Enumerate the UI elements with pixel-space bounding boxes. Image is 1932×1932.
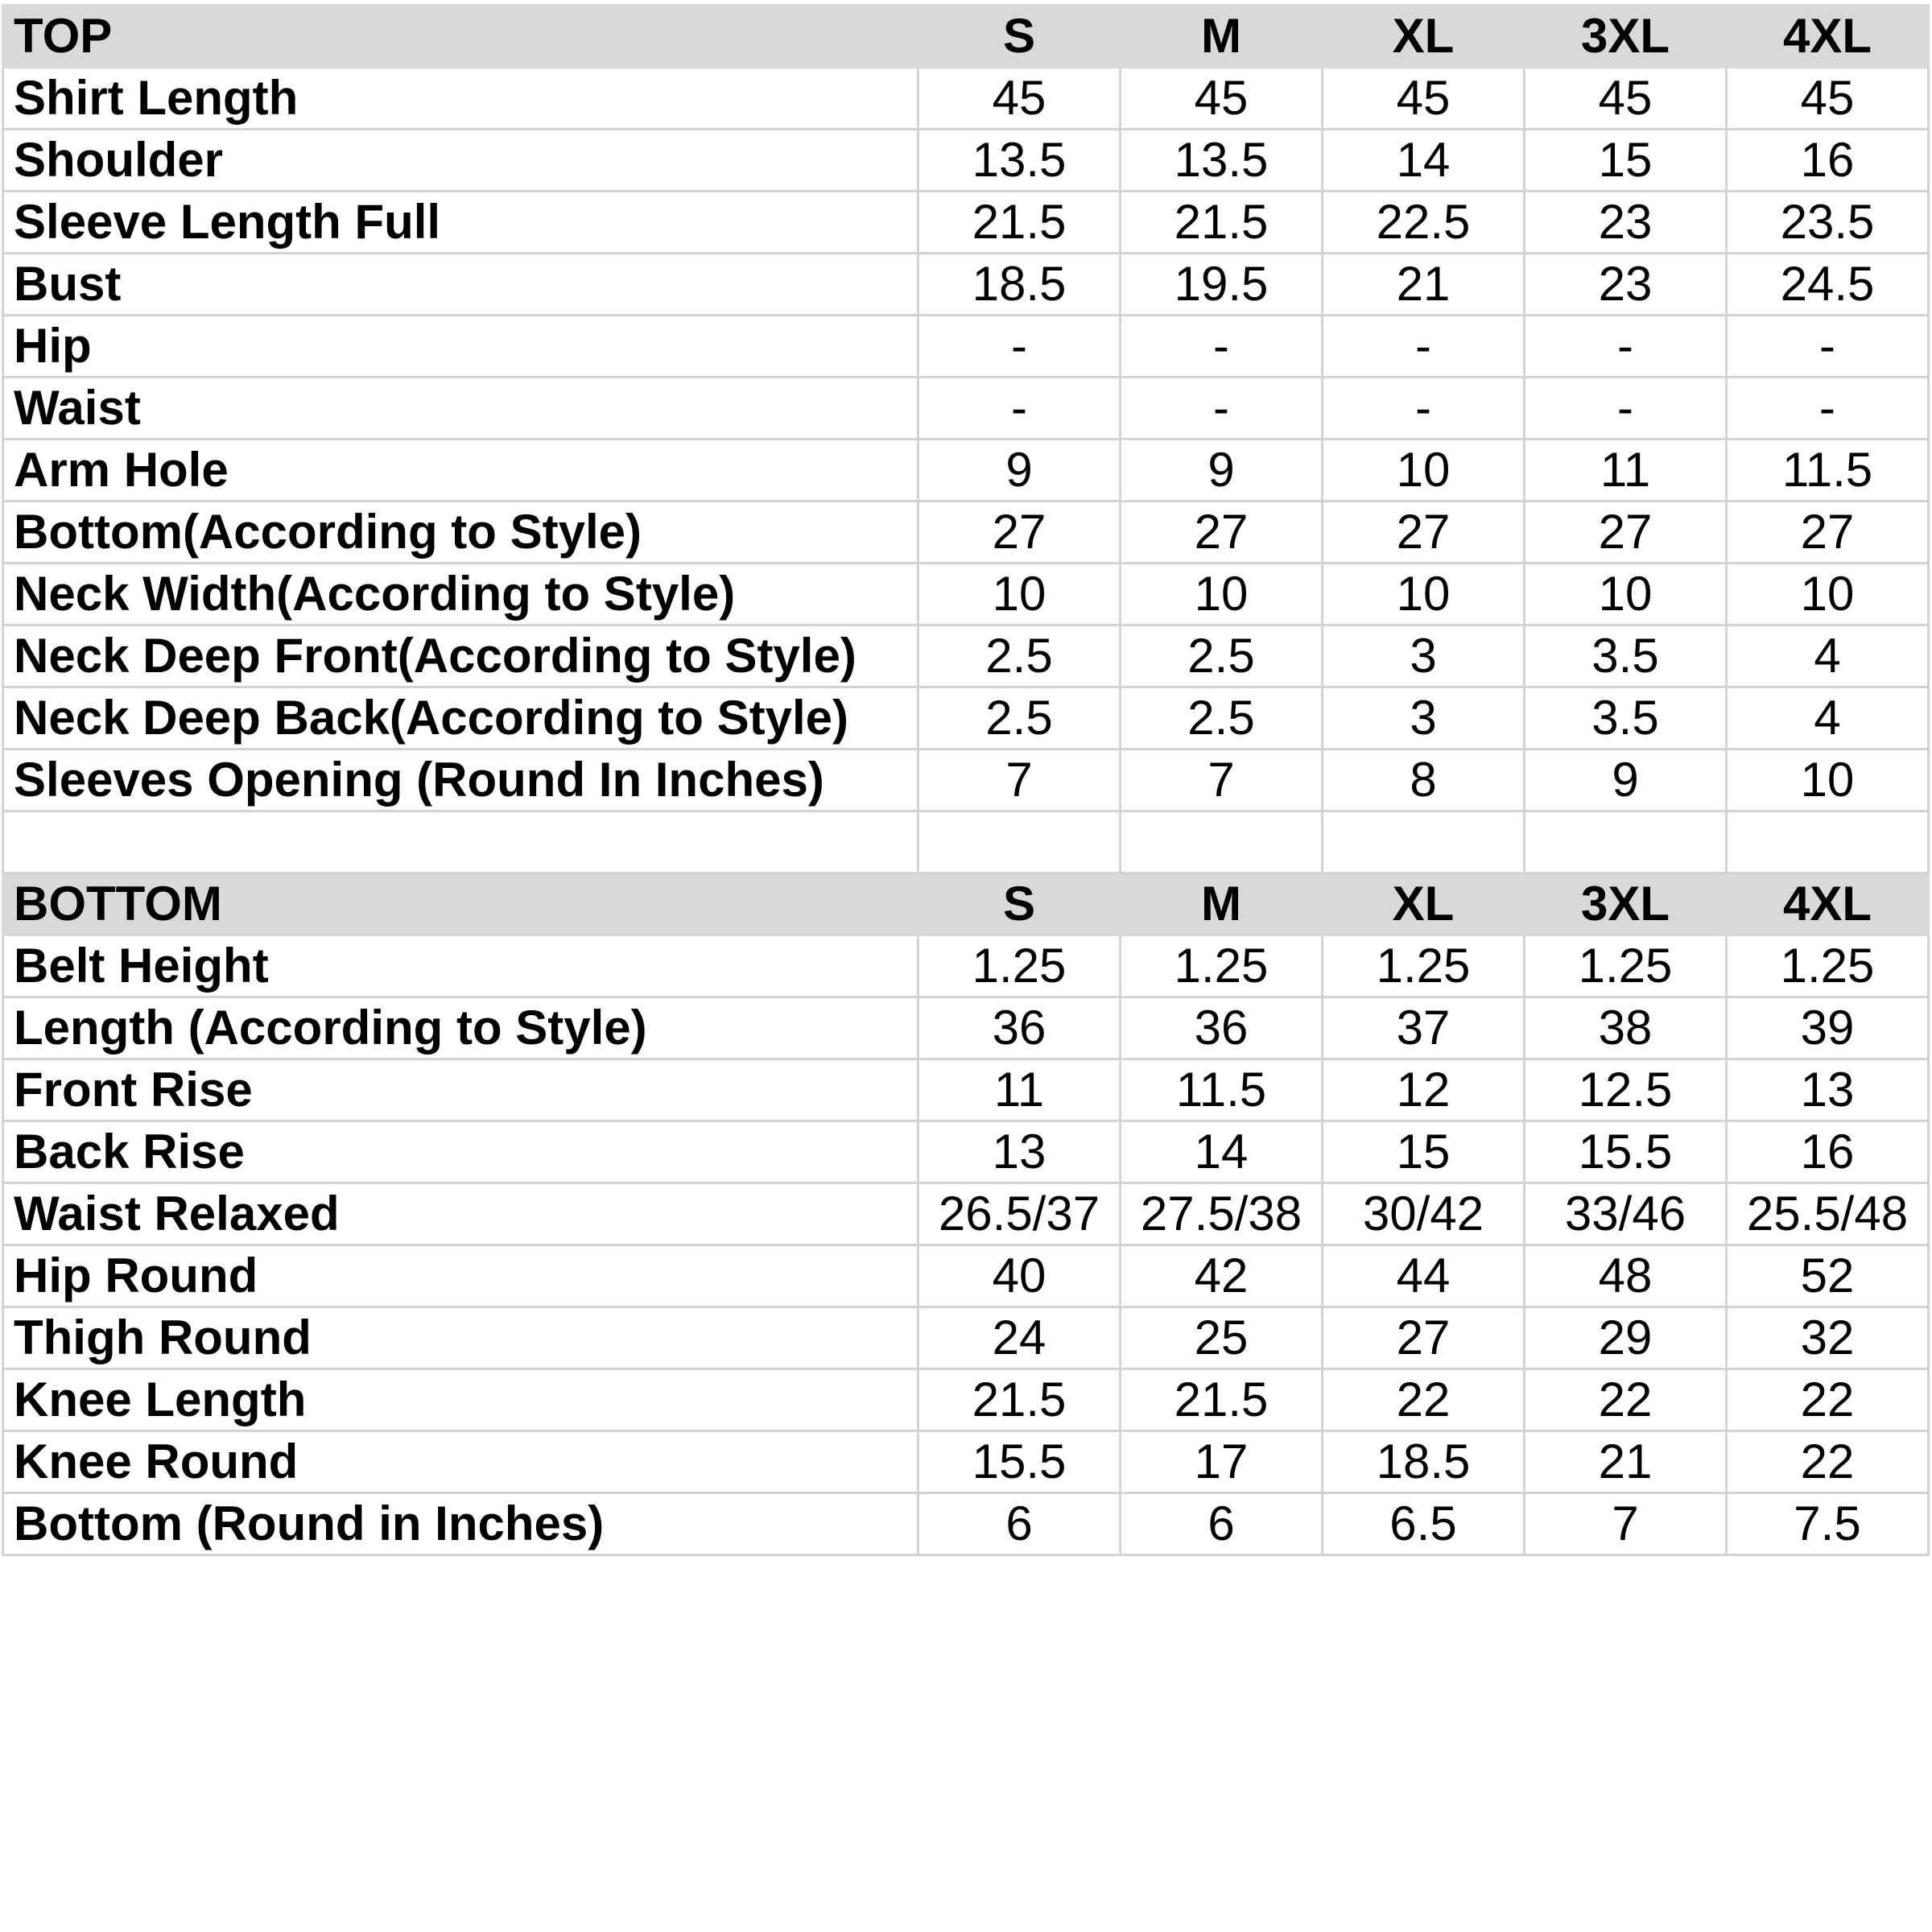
measurement-value: 6	[1121, 1493, 1323, 1555]
measurement-label: Sleeve Length Full	[3, 192, 919, 254]
measurement-label: Belt Height	[3, 935, 919, 997]
measurement-value: 10	[1525, 564, 1727, 625]
measurement-value: 45	[1121, 68, 1323, 130]
measurement-value: 21.5	[1121, 1369, 1323, 1431]
measurement-value: 13.5	[919, 130, 1121, 192]
table-row	[3, 1059, 1929, 1121]
measurement-label: Arm Hole	[3, 440, 919, 502]
measurement-value: 18.5	[1323, 1431, 1525, 1493]
empty-cell	[3, 811, 919, 873]
measurement-value: 2.5	[1121, 687, 1323, 749]
measurement-value: 13	[1727, 1059, 1929, 1121]
measurement-value: 15	[1525, 130, 1727, 192]
table-row	[3, 440, 1929, 502]
measurement-label: Neck Deep Back(According to Style)	[3, 687, 919, 749]
measurement-value: 33/46	[1525, 1183, 1727, 1245]
measurement-value: 22	[1525, 1369, 1727, 1431]
measurement-value: 12.5	[1525, 1059, 1727, 1121]
size-header: 4XL	[1727, 873, 1929, 935]
measurement-value: 45	[1525, 68, 1727, 130]
measurement-value: 10	[1121, 564, 1323, 625]
table-row	[3, 1369, 1929, 1431]
measurement-value: 10	[919, 564, 1121, 625]
measurement-value: 21.5	[919, 192, 1121, 254]
measurement-value: 27	[1727, 502, 1929, 564]
measurement-value: 9	[1525, 749, 1727, 811]
measurement-value: -	[1323, 378, 1525, 440]
measurement-value: 27.5/38	[1121, 1183, 1323, 1245]
measurement-label: Shoulder	[3, 130, 919, 192]
measurement-value: 12	[1323, 1059, 1525, 1121]
measurement-value: 10	[1727, 749, 1929, 811]
measurement-value: 15.5	[1525, 1121, 1727, 1183]
table-row	[3, 316, 1929, 378]
measurement-value: 10	[1323, 440, 1525, 502]
measurement-value: 13.5	[1121, 130, 1323, 192]
table-row	[3, 1121, 1929, 1183]
measurement-value: -	[1525, 378, 1727, 440]
measurement-value: 27	[1525, 502, 1727, 564]
measurement-value: 3.5	[1525, 625, 1727, 687]
measurement-value: 10	[1727, 564, 1929, 625]
section-title: TOP	[3, 6, 919, 68]
size-header: M	[1121, 6, 1323, 68]
measurement-value: 22	[1323, 1369, 1525, 1431]
size-header: 3XL	[1525, 6, 1727, 68]
size-header: XL	[1323, 873, 1525, 935]
measurement-value: 22	[1727, 1431, 1929, 1493]
table-row	[3, 935, 1929, 997]
size-header: S	[919, 873, 1121, 935]
measurement-value: -	[919, 378, 1121, 440]
measurement-value: 7	[1121, 749, 1323, 811]
measurement-value: 29	[1525, 1307, 1727, 1369]
table-row	[3, 378, 1929, 440]
measurement-value: 38	[1525, 997, 1727, 1059]
measurement-label: Waist Relaxed	[3, 1183, 919, 1245]
measurement-value: 14	[1121, 1121, 1323, 1183]
measurement-label: Bust	[3, 254, 919, 316]
spacer-row	[3, 811, 1929, 873]
size-header: S	[919, 6, 1121, 68]
measurement-value: 16	[1727, 1121, 1929, 1183]
measurement-value: 23	[1525, 254, 1727, 316]
measurement-value: 45	[919, 68, 1121, 130]
measurement-label: Knee Round	[3, 1431, 919, 1493]
size-chart-body	[3, 6, 1929, 1555]
table-row	[3, 625, 1929, 687]
size-header: M	[1121, 873, 1323, 935]
measurement-value: 24	[919, 1307, 1121, 1369]
empty-cell	[1525, 811, 1727, 873]
table-row	[3, 749, 1929, 811]
measurement-value: 42	[1121, 1245, 1323, 1307]
measurement-value: 14	[1323, 130, 1525, 192]
table-row	[3, 1431, 1929, 1493]
measurement-value: 16	[1727, 130, 1929, 192]
measurement-value: 7	[1525, 1493, 1727, 1555]
measurement-label: Thigh Round	[3, 1307, 919, 1369]
measurement-value: 18.5	[919, 254, 1121, 316]
measurement-value: -	[1121, 378, 1323, 440]
measurement-value: 6.5	[1323, 1493, 1525, 1555]
measurement-value: 15	[1323, 1121, 1525, 1183]
measurement-label: Waist	[3, 378, 919, 440]
measurement-label: Sleeves Opening (Round In Inches)	[3, 749, 919, 811]
measurement-value: 26.5/37	[919, 1183, 1121, 1245]
measurement-value: -	[1323, 316, 1525, 378]
measurement-value: 27	[919, 502, 1121, 564]
measurement-value: 19.5	[1121, 254, 1323, 316]
table-row	[3, 192, 1929, 254]
measurement-value: 11.5	[1727, 440, 1929, 502]
measurement-value: 13	[919, 1121, 1121, 1183]
measurement-value: 3	[1323, 625, 1525, 687]
section-header-row	[3, 873, 1929, 935]
measurement-value: 21	[1525, 1431, 1727, 1493]
measurement-value: 7	[919, 749, 1121, 811]
measurement-label: Back Rise	[3, 1121, 919, 1183]
measurement-value: 21.5	[919, 1369, 1121, 1431]
measurement-value: 22.5	[1323, 192, 1525, 254]
measurement-value: -	[919, 316, 1121, 378]
measurement-value: 17	[1121, 1431, 1323, 1493]
measurement-value: 52	[1727, 1245, 1929, 1307]
measurement-label: Shirt Length	[3, 68, 919, 130]
measurement-value: 3.5	[1525, 687, 1727, 749]
table-row	[3, 564, 1929, 625]
table-row	[3, 1307, 1929, 1369]
measurement-value: 11	[919, 1059, 1121, 1121]
measurement-value: 2.5	[1121, 625, 1323, 687]
measurement-label: Bottom(According to Style)	[3, 502, 919, 564]
table-row	[3, 997, 1929, 1059]
measurement-value: 40	[919, 1245, 1121, 1307]
table-row	[3, 502, 1929, 564]
measurement-value: 7.5	[1727, 1493, 1929, 1555]
measurement-value: 11	[1525, 440, 1727, 502]
size-chart-table	[2, 4, 1930, 1556]
measurement-value: 27	[1323, 502, 1525, 564]
measurement-value: 6	[919, 1493, 1121, 1555]
measurement-value: 24.5	[1727, 254, 1929, 316]
measurement-value: 21	[1323, 254, 1525, 316]
measurement-value: 1.25	[1525, 935, 1727, 997]
measurement-value: 36	[919, 997, 1121, 1059]
measurement-value: 11.5	[1121, 1059, 1323, 1121]
empty-cell	[1727, 811, 1929, 873]
measurement-value: 36	[1121, 997, 1323, 1059]
size-header: 4XL	[1727, 6, 1929, 68]
measurement-value: -	[1525, 316, 1727, 378]
measurement-value: 23	[1525, 192, 1727, 254]
measurement-value: 45	[1727, 68, 1929, 130]
measurement-label: Knee Length	[3, 1369, 919, 1431]
measurement-label: Bottom (Round in Inches)	[3, 1493, 919, 1555]
table-row	[3, 1183, 1929, 1245]
empty-cell	[919, 811, 1121, 873]
measurement-value: 4	[1727, 687, 1929, 749]
measurement-value: 48	[1525, 1245, 1727, 1307]
measurement-value: -	[1121, 316, 1323, 378]
size-header: 3XL	[1525, 873, 1727, 935]
measurement-value: 25.5/48	[1727, 1183, 1929, 1245]
measurement-value: 1.25	[1727, 935, 1929, 997]
empty-cell	[1121, 811, 1323, 873]
measurement-value: 4	[1727, 625, 1929, 687]
measurement-value: 21.5	[1121, 192, 1323, 254]
measurement-label: Neck Deep Front(According to Style)	[3, 625, 919, 687]
measurement-value: 9	[919, 440, 1121, 502]
measurement-label: Hip Round	[3, 1245, 919, 1307]
empty-cell	[1323, 811, 1525, 873]
size-header: XL	[1323, 6, 1525, 68]
measurement-value: 22	[1727, 1369, 1929, 1431]
measurement-value: 1.25	[1323, 935, 1525, 997]
measurement-value: 23.5	[1727, 192, 1929, 254]
measurement-label: Front Rise	[3, 1059, 919, 1121]
measurement-value: 9	[1121, 440, 1323, 502]
measurement-value: -	[1727, 316, 1929, 378]
measurement-value: 45	[1323, 68, 1525, 130]
measurement-value: 1.25	[1121, 935, 1323, 997]
measurement-value: 39	[1727, 997, 1929, 1059]
table-row	[3, 687, 1929, 749]
measurement-label: Hip	[3, 316, 919, 378]
measurement-value: -	[1727, 378, 1929, 440]
measurement-value: 27	[1121, 502, 1323, 564]
measurement-value: 25	[1121, 1307, 1323, 1369]
table-row	[3, 1493, 1929, 1555]
measurement-value: 2.5	[919, 625, 1121, 687]
measurement-value: 8	[1323, 749, 1525, 811]
table-row	[3, 1245, 1929, 1307]
measurement-value: 30/42	[1323, 1183, 1525, 1245]
measurement-value: 27	[1323, 1307, 1525, 1369]
table-row	[3, 254, 1929, 316]
measurement-value: 3	[1323, 687, 1525, 749]
measurement-value: 32	[1727, 1307, 1929, 1369]
section-title: BOTTOM	[3, 873, 919, 935]
measurement-value: 37	[1323, 997, 1525, 1059]
table-row	[3, 130, 1929, 192]
measurement-value: 15.5	[919, 1431, 1121, 1493]
table-row	[3, 68, 1929, 130]
measurement-label: Length (According to Style)	[3, 997, 919, 1059]
measurement-value: 2.5	[919, 687, 1121, 749]
measurement-value: 10	[1323, 564, 1525, 625]
section-header-row	[3, 6, 1929, 68]
measurement-label: Neck Width(According to Style)	[3, 564, 919, 625]
measurement-value: 1.25	[919, 935, 1121, 997]
measurement-value: 44	[1323, 1245, 1525, 1307]
